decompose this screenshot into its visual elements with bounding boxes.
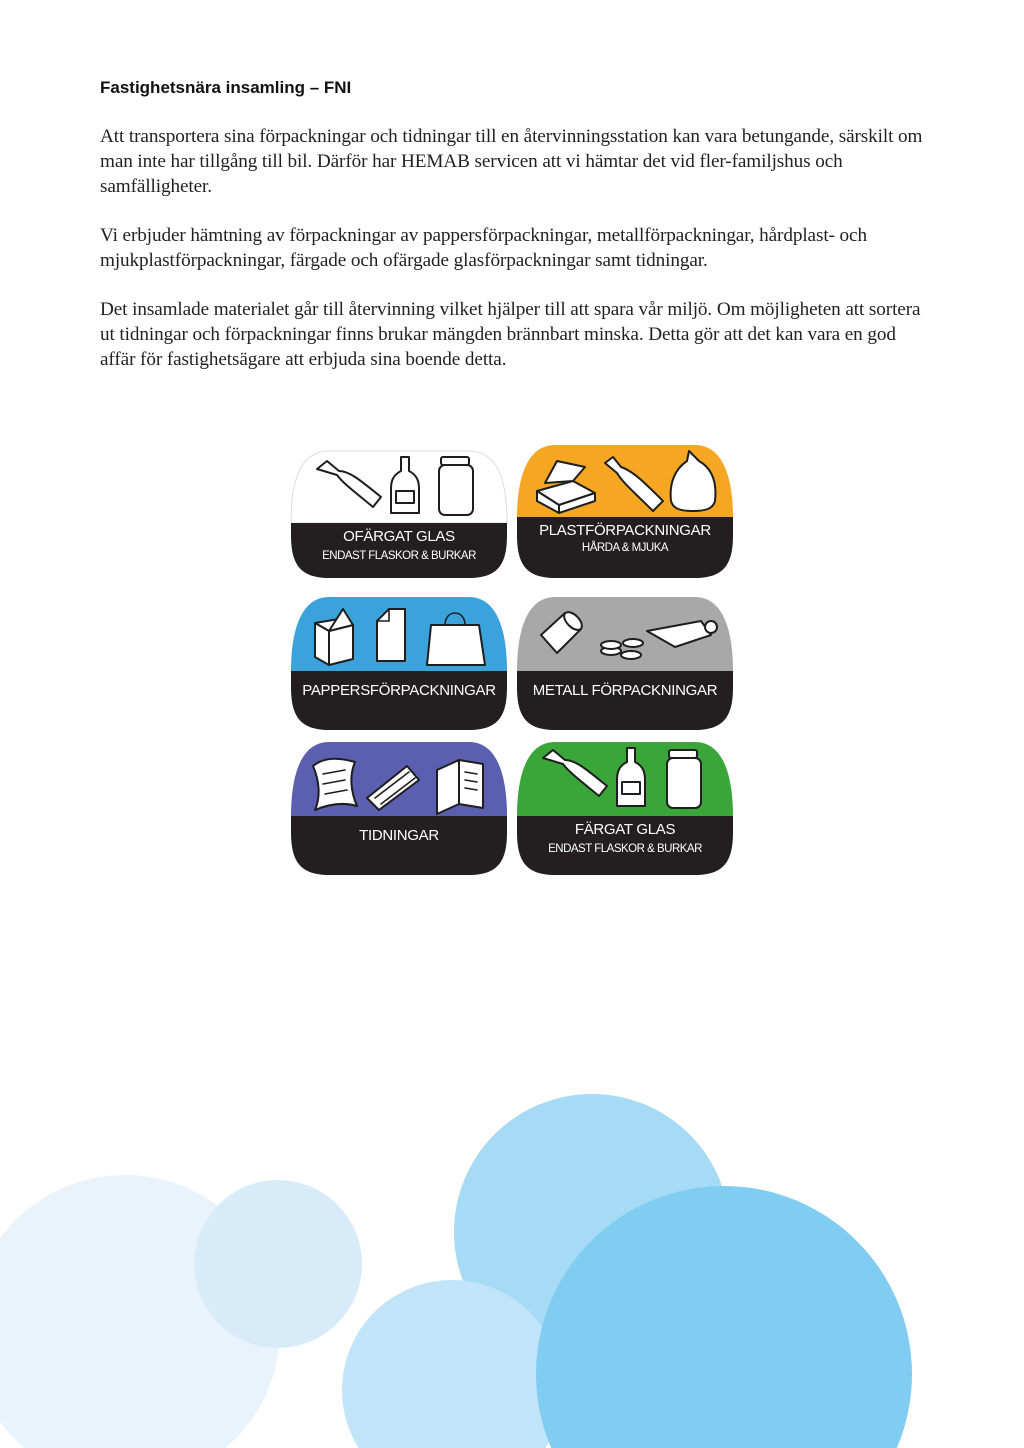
label-card-clear-glass — [289, 443, 509, 580]
recycling-labels-grid — [289, 443, 735, 877]
document-body — [100, 78, 930, 396]
label-subtitle-plastic: HÅRDA & MJUKA — [581, 542, 669, 554]
label-title-plastic: PLASTFÖRPACKNINGAR — [539, 522, 711, 539]
label-card-plastic — [515, 443, 735, 580]
label-subtitle-clear-glass: ENDAST FLASKOR & BURKAR — [322, 550, 476, 562]
paragraph-intro: Att transportera sina förpackningar och tidningar till en återvinningsstation kan vara betungande, särskilt om man inte har tillgång till bil. Därför har HEMAB servicen att vi hämtar det vid fler-familjshus och samfälligheter. — [100, 126, 923, 197]
loose-paper-icon — [313, 759, 357, 810]
label-title-clear-glass: OFÄRGAT GLAS — [343, 528, 455, 545]
page-heading: Fastighetsnära insamling – FNI — [100, 78, 352, 97]
label-subtitle-colored-glass: ENDAST FLASKOR & BURKAR — [548, 843, 702, 855]
label-card-newspapers — [289, 740, 509, 877]
label-title-metal: METALL FÖRPACKNINGAR — [532, 682, 718, 699]
jar-icon — [667, 750, 701, 808]
jar-icon — [439, 457, 473, 515]
label-card-metal — [515, 595, 735, 732]
label-title-colored-glass: FÄRGAT GLAS — [574, 821, 676, 838]
label-title-newspapers: TIDNINGAR — [359, 827, 439, 844]
card-band-paper — [291, 671, 507, 730]
label-title-paper: PAPPERSFÖRPACKNINGAR — [302, 682, 496, 699]
paragraph-offer: Vi erbjuder hämtning av förpackningar av pappersförpackningar, metallförpackningar, hårdplast- och mjukplastförpackningar, färgade och ofärgade glasförpackningar samt tidningar. — [100, 225, 867, 271]
card-band-newspapers — [291, 816, 507, 875]
milk-carton-icon — [377, 609, 405, 661]
bubble-small-left — [194, 1180, 362, 1348]
card-band-metal — [517, 671, 733, 730]
paragraph-benefit: Det insamlade materialet går till återvinning vilket hjälper till att spara vår miljö. Om möjligheten att sortera ut tidningar och förpackningar finns brukar mängden brännbart minska. Detta gör att det kan vara en god affär för fastighetsägare att erbjuda sina boende detta. — [100, 299, 921, 370]
label-card-colored-glass — [515, 740, 735, 877]
label-card-paper — [289, 595, 509, 732]
